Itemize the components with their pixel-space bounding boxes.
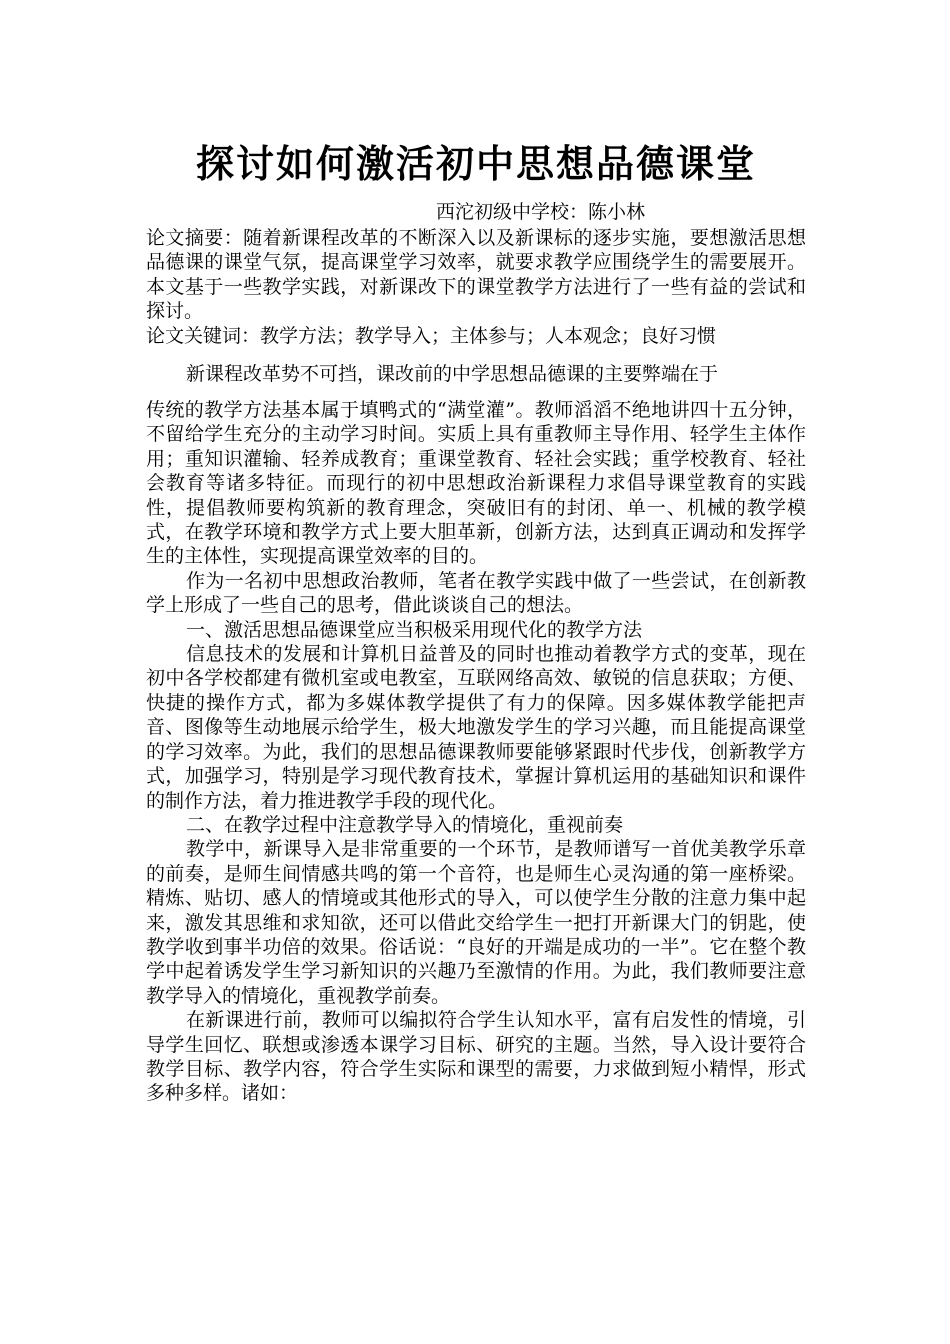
abstract-block — [146, 226, 806, 324]
abstract-text: 论文摘要：随着新课程改革的不断深入以及新课标的逐步实施，要想激活思想品德课的课堂气氛，提高课堂学习效率，就要求教学应围绕学生的需要展开。本文基于一些教学实践，对新课改下的课堂教学方法进行了一些有益的尝试和探讨。 — [146, 227, 806, 323]
paragraph: 信息技术的发展和计算机日益普及的同时也推动着教学方式的变革，现在初中各学校都建有微机室或电教室，互联网络高效、敏锐的信息获取；方便、快捷的操作方式，都为多媒体教学提供了有力的保障。因多媒体教学能把声音、图像等生动地展示给学生，极大地激发学生的学习兴趣，而且能提高课堂的学习效率。为此，我们的思想品德课教师要能够紧跟时代步伐，创新教学方式，加强学习，特别是学习现代教育技术，掌握计算机运用的基础知识和课件的制作方法，着力推进教学手段的现代化。 — [146, 643, 806, 812]
paragraph: 作为一名初中思想政治教师，笔者在教学实践中做了一些尝试，在创新教学上形成了一些自己的思考，借此谈谈自己的想法。 — [146, 569, 806, 617]
paragraph: 传统的教学方法基本属于填鸭式的“满堂灌”。教师滔滔不绝地讲四十五分钟，不留给学生充分的主动学习时间。实质上具有重教师主导作用、轻学生主体作用；重知识灌输、轻养成教育；重课堂教育、轻社会实践；重学校教育、轻社会教育等诸多特征。而现行的初中思想政治新课程力求倡导课堂教育的实践性，提倡教师要构筑新的教育理念，突破旧有的封闭、单一、机械的教学模式，在教学环境和教学方式上要大胆革新，创新方法，达到真正调动和发挥学生的主体性，实现提高课堂效率的目的。 — [146, 399, 806, 568]
keywords-block — [146, 324, 806, 348]
section-heading: 一、激活思想品德课堂应当积极采用现代化的教学方法 — [186, 618, 643, 641]
document-title: 探讨如何激活初中思想品德课堂 — [195, 141, 756, 186]
paragraph: 教学中，新课导入是非常重要的一个环节，是教师谱写一首优美教学乐章的前奏，是师生间情感共鸣的第一个音符，也是师生心灵沟通的第一座桥梁。精炼、贴切、感人的情境或其他形式的导入，可以使学生分散的注意力集中起来，激发其思维和求知欲，还可以借此交给学生一把打开新课大门的钥匙，使教学收到事半功倍的效果。俗话说：“良好的开端是成功的一半”。它在整个教学中起着诱发学生学习新知识的兴趣乃至激情的作用。为此，我们教师要注意教学导入的情境化，重视教学前奏。 — [146, 838, 806, 1007]
author-line: 西沱初级中学校：陈小林 — [436, 201, 646, 223]
section-heading: 二、在教学过程中注意教学导入的情境化，重视前奏 — [186, 813, 624, 836]
document-page — [146, 0, 806, 1344]
intro-first-line: 新课程改革势不可挡，课改前的中学思想品德课的主要弊端在于 — [186, 363, 719, 385]
keywords-text: 论文关键词：教学方法；教学导入；主体参与；人本观念；良好习惯 — [146, 325, 717, 347]
paragraph: 在新课进行前，教师可以编拟符合学生认知水平，富有启发性的情境，引导学生回忆、联想或渗透本课学习目标、研究的主题。当然，导入设计要符合教学目标、教学内容，符合学生实际和课型的需要，力求做到短小精悍，形式多种多样。诸如： — [146, 1009, 806, 1105]
body-text — [146, 398, 806, 1106]
